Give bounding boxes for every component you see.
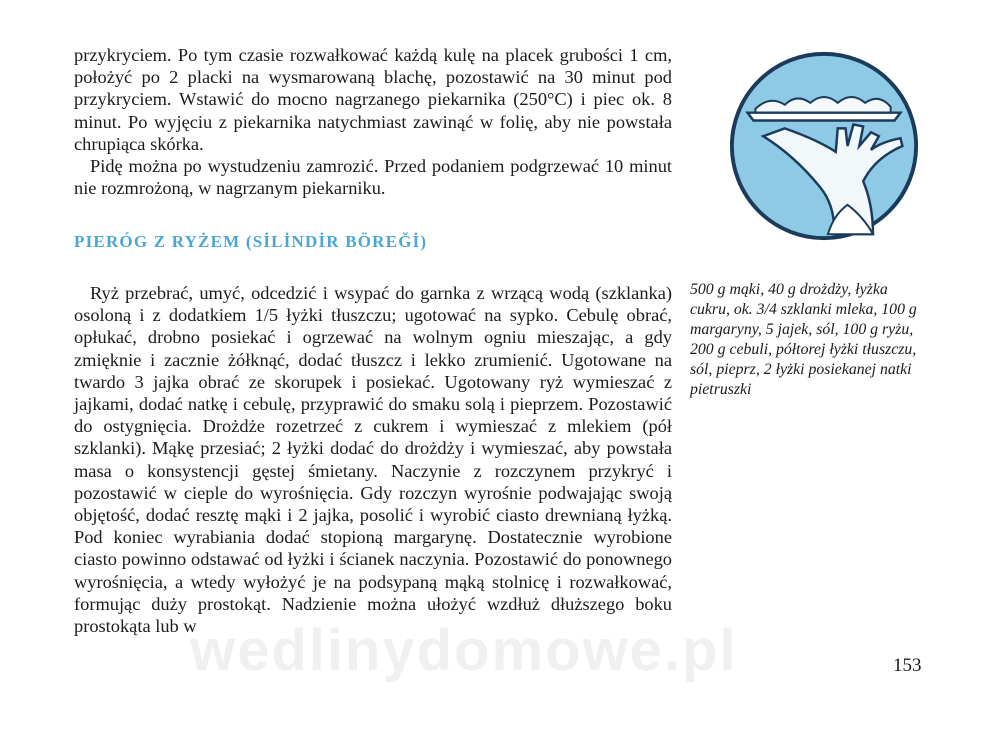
page-number: 153 — [893, 655, 922, 676]
ingredients-list: 500 g mąki, 40 g drożdży, łyżka cukru, ok. 3/4 szklanki mleka, 100 g margaryny, 5 jajek, sól, 100 g ryżu, 200 g cebuli, półtorej łyżki tłuszczu, sól, pieprz, 2 łyżki posiekanej natki pietruszki — [690, 281, 917, 398]
instructions-paragraph: Ryż przebrać, umyć, odcedzić i wsypać do garnka z wrzącą wodą (szklanka) osoloną i z dodatkiem 1/5 łyżki tłuszczu; ugotować na sypko. Cebulę obrać, opłukać, drobno posiekać i ogrzewać na wolnym ogniu mieszając, a gdy zmięknie i zacznie żółknąć, dodać tłuszcz i lekko zrumienić. Ugotowane na twardo 3 jajka obrać ze skorupek i posiekać. Ugotowany ryż wymieszać z jajkami, dodać natkę i cebulę, przyprawić do smaku solą i pieprzem. Pozostawić do ostygnięcia. Drożdże rozetrzeć z cukrem i wymieszać z mlekiem (pół szklanki). Mąkę przesiać; 2 łyżki dodać do drożdży i wymieszać, aby powstała masa o konsystencji gęstej śmietany. Naczynie z rozczynem przykryć i pozostawić w cieple do wyrośnięcia. Gdy rozczyn wyrośnie podwajając swoją objętość, dodać resztę mąki i 2 jajka, posolić i wyrobić ciasto drewnianą łyżką. Pod koniec wyrabiania dodać stopioną margarynę. Dostatecznie wyrobione ciasto powinno odstawać od łyżki i ścianek naczynia. Pozostawić do ponownego wyrośnięcia, a wtedy wyłożyć je na podsypaną mąką stolnicę i rozwałkować, formując duży prostokąt. Nadzienie można ułożyć wzdłuż dłuższego boku prostokąta lub w — [74, 283, 672, 637]
recipe-title: PIERÓG Z RYŻEM (SİLİNDİR BÖREĞİ) — [74, 232, 428, 251]
tray — [748, 113, 901, 121]
recipe-instructions — [74, 282, 672, 637]
intro-paragraph-1: przykryciem. Po tym czasie rozwałkować każdą kulę na placek grubości 1 cm, położyć po 2 placki na wysmarowaną blachę, pozostawić na 30 minut pod przykryciem. Wstawić do mocno nagrzanego piekarnika (250°C) i piec ok. 8 minut. Po wyjęciu z piekarnika natychmiast zawinąć w folię, aby nie powstała chrupiąca skórka. — [74, 45, 672, 154]
intro-text — [74, 44, 672, 199]
watermark: wedlinydomowe.pl — [190, 618, 738, 683]
serving-hand-illustration — [726, 48, 922, 244]
intro-paragraph-2: Pidę można po wystudzeniu zamrozić. Przed podaniem podgrzewać 10 minut nie rozmrożoną, w nagrzanym piekarniku. — [74, 156, 672, 199]
